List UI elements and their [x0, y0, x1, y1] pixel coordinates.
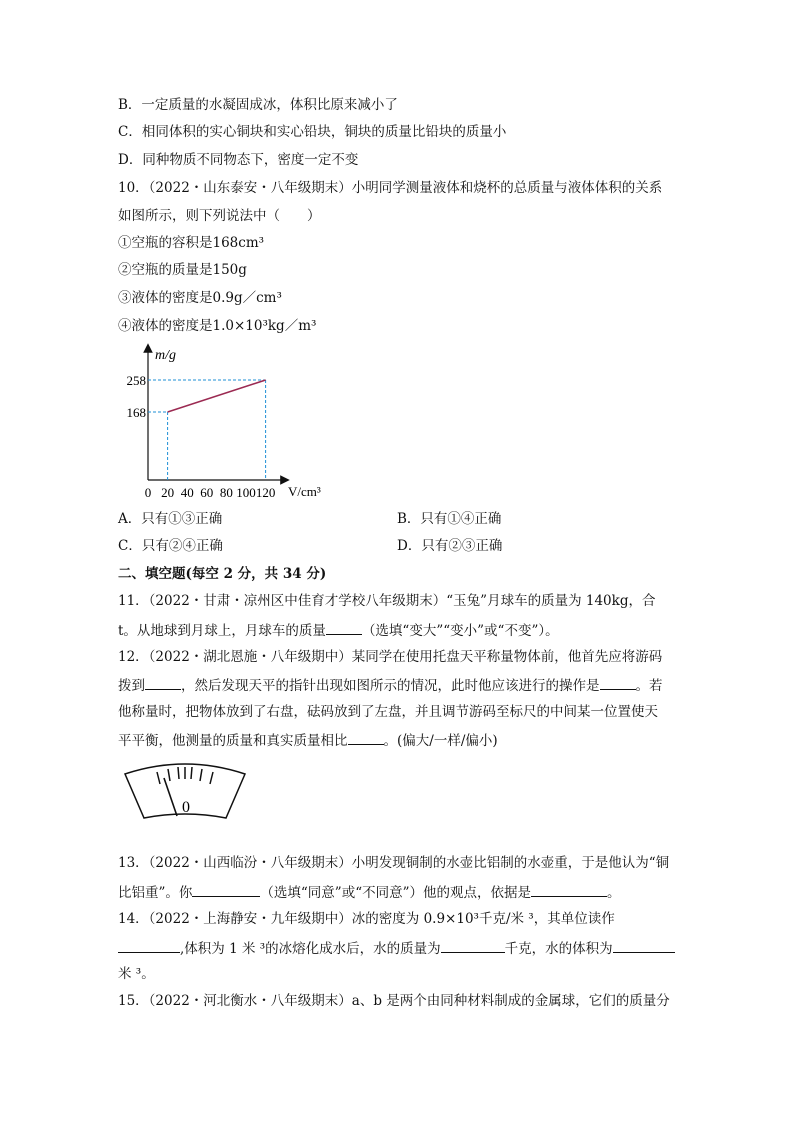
q13-line2 — [118, 882, 621, 902]
q13-text-b: （选填“同意”或“不同意”）他的观点，依据是 — [260, 885, 532, 901]
y-axis-label: m/g — [155, 348, 176, 363]
q14-text-a: ,体积为 1 米 ³的冰熔化成水后，水的质量为 — [180, 941, 441, 957]
y-tick-label: 258 — [126, 373, 146, 388]
q11-blank[interactable] — [326, 620, 362, 635]
section-title: 二、填空题(每空 2 分，共 34 分) — [118, 566, 327, 582]
q14-line2 — [118, 938, 675, 958]
q9-option-d: D．同种物质不同物态下，密度一定不变 — [118, 152, 359, 168]
q11-text-a: t。从地球到月球上，月球车的质量 — [118, 623, 326, 639]
x-tick-label: 60 — [200, 485, 214, 500]
q14-line3: 米 ³。 — [118, 966, 155, 982]
q13-line1: 13．（2022・山西临汾・八年级期末）小明发现铜制的水壶比铝制的水壶重，于是他认为“铜 — [118, 855, 670, 871]
q14-blank-1[interactable] — [118, 938, 180, 953]
q12-line4 — [118, 730, 498, 750]
q10-statement-3: ③液体的密度是0.9g／cm³ — [118, 290, 282, 306]
q12-text-b: ，然后发现天平的指针出现如图所示的情况，此时他应该进行的操作是 — [181, 678, 600, 694]
balance-scale-figure — [120, 760, 250, 824]
scale-zero-label: 0 — [182, 799, 190, 816]
q12-text-d: 平平衡，他测量的质量和真实质量相比 — [118, 733, 348, 749]
q10-statement-4: ④液体的密度是1.0×10³kg／m³ — [118, 318, 317, 334]
x-axis-label: V/cm³ — [288, 484, 321, 499]
q15-line1: 15．（2022・河北衡水・八年级期末）a、b 是两个由同种材料制成的金属球，它们的质量分 — [118, 993, 670, 1009]
x-tick-label: 80 — [219, 485, 233, 500]
q13-text-a: 比铝重”。你 — [118, 885, 193, 901]
q13-blank-2[interactable] — [531, 882, 607, 897]
q12-text-e: 。(偏大/一样/偏小) — [383, 733, 498, 749]
q10-option-d: D．只有②③正确 — [397, 538, 503, 554]
q12-line3: 他称量时，把物体放到了右盘，砝码放到了左盘，并且调节游码至标尺的中间某一位置使天 — [118, 704, 658, 720]
q13-blank-1[interactable] — [192, 882, 260, 897]
q11-line1: 11．（2022・甘肃・凉州区中佳育才学校八年级期末）“玉兔”月球车的质量为 140kg，合 — [118, 593, 656, 609]
balance-needle — [164, 778, 177, 816]
q13-text-c: 。 — [607, 885, 621, 901]
q10-option-c: C．只有②④正确 — [118, 538, 223, 554]
x-tick-label: 120 — [255, 485, 276, 500]
q12-line1: 12．（2022・湖北恩施・八年级期中）某同学在使用托盘天平称量物体前，他首先应将游码 — [118, 649, 663, 665]
q14-line1: 14．（2022・上海静安・九年级期中）冰的密度为 0.9×10³千克/米 ³，其单位读作 — [118, 911, 615, 927]
q14-blank-2[interactable] — [441, 938, 505, 953]
q9-option-c: C．相同体积的实心铜块和实心铅块，铜块的质量比铅块的质量小 — [118, 124, 507, 140]
q14-text-b: 千克，水的体积为 — [504, 941, 613, 957]
q14-blank-3[interactable] — [613, 938, 675, 953]
series-line-0 — [168, 380, 266, 412]
q12-blank-1[interactable] — [145, 675, 181, 690]
x-tick-label: 0 — [144, 485, 152, 500]
q10-statement-2: ②空瓶的质量是150g — [118, 262, 247, 278]
q10-option-a: A．只有①③正确 — [118, 511, 223, 527]
y-tick-label: 168 — [126, 405, 146, 420]
q12-text-a: 拨到 — [118, 678, 145, 694]
q11-line2 — [118, 620, 559, 640]
q9-option-b: B．一定质量的水凝固成冰，体积比原来减小了 — [118, 97, 398, 113]
q10-statement-1: ①空瓶的容积是168cm³ — [118, 235, 265, 251]
q10-stem-line1: 10．（2022・山东泰安・八年级期末）小明同学测量液体和烧杯的总质量与液体体积的关系 — [118, 180, 663, 196]
q12-line2 — [118, 675, 663, 695]
q12-blank-3[interactable] — [348, 730, 384, 745]
q12-text-c: 。若 — [635, 678, 663, 694]
mass-volume-chart — [126, 338, 345, 504]
x-tick-label: 100 — [236, 485, 256, 500]
q10-option-b: B．只有①④正确 — [397, 511, 502, 527]
q11-text-b: （选填“变大”“变小”或“不变”）。 — [361, 623, 559, 639]
q12-blank-2[interactable] — [600, 675, 636, 690]
q10-stem-line2: 如图所示，则下列说法中（ ） — [118, 208, 321, 224]
x-tick-label: 40 — [180, 485, 194, 500]
x-tick-label: 20 — [161, 485, 175, 500]
